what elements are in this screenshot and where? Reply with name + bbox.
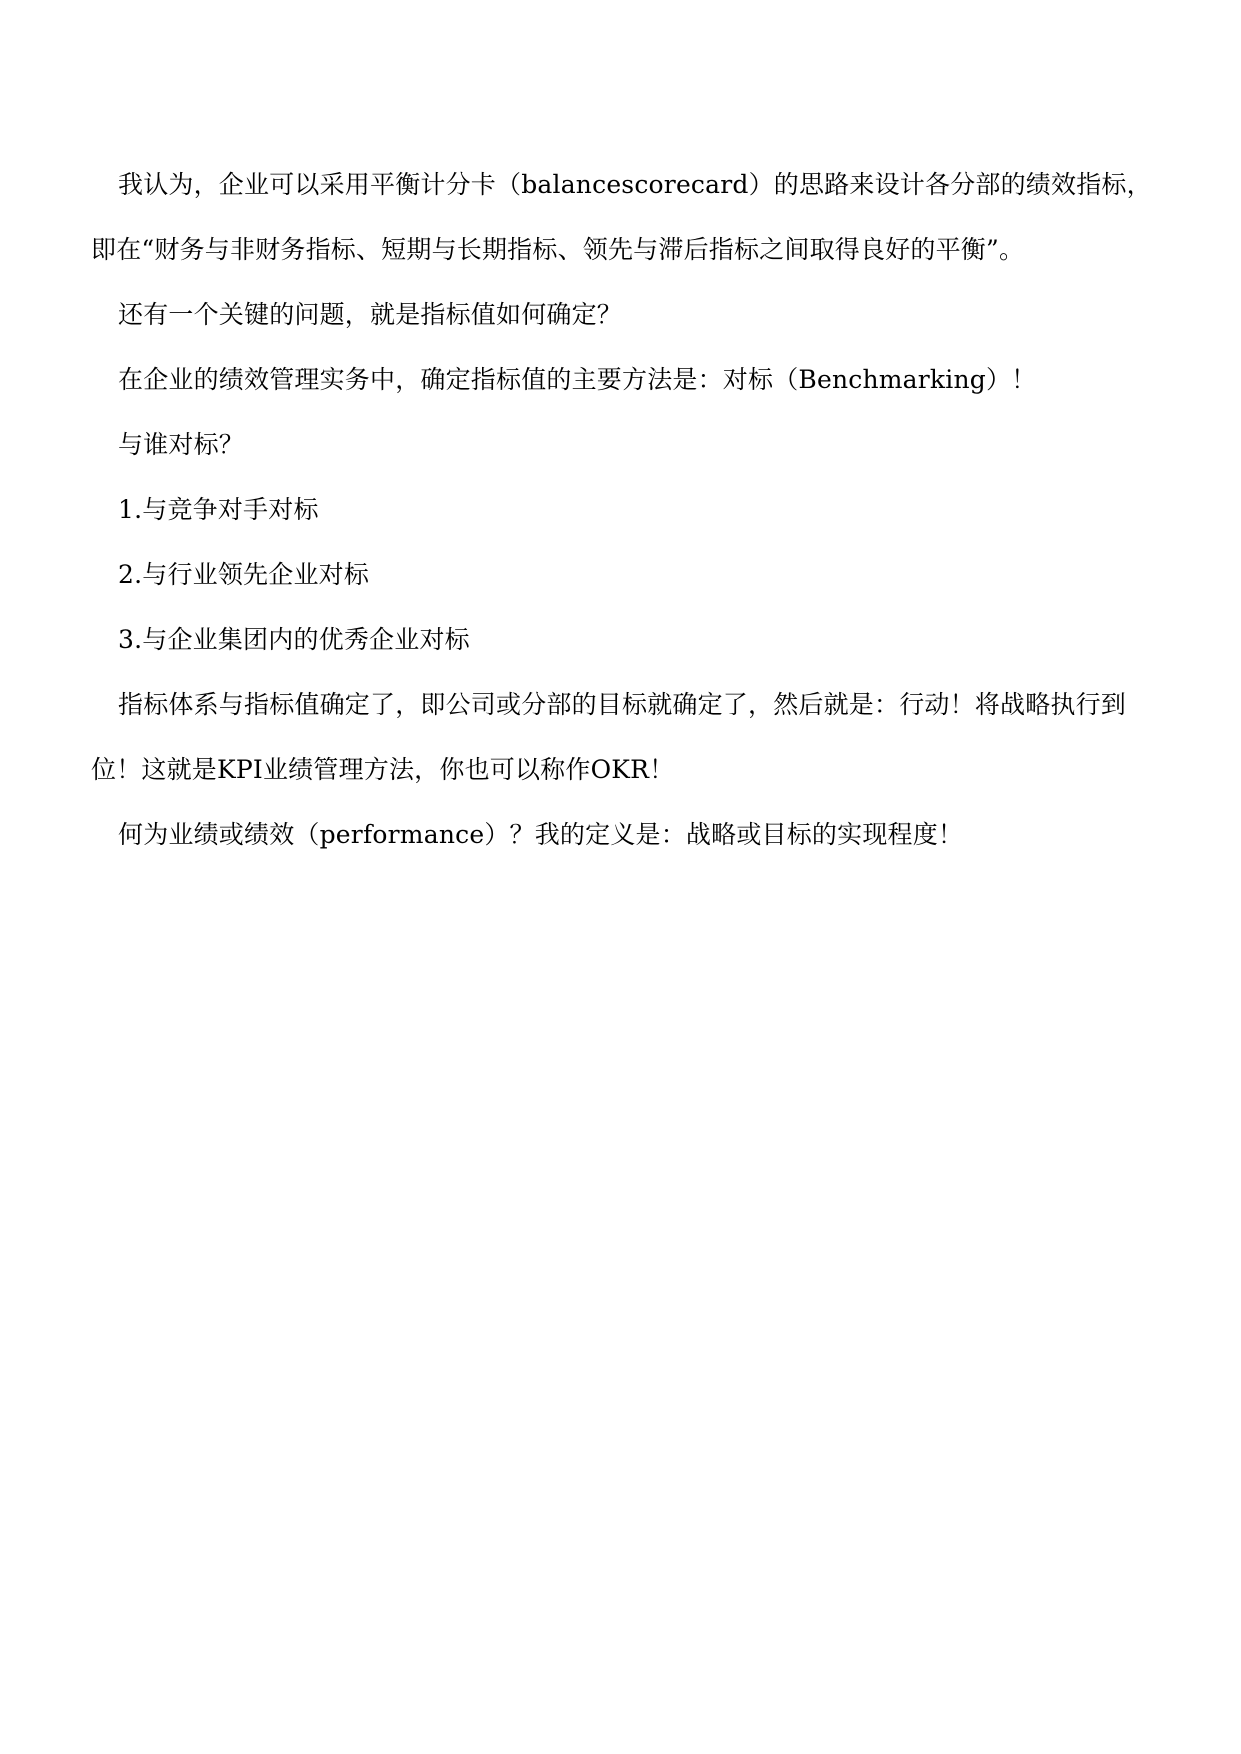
paragraph-kpi-okr: 指标体系与指标值确定了，即公司或分部的目标就确定了，然后就是：行动！将战略执行到位！这就是KPI业绩管理方法，你也可以称作OKR！ [91,690,1127,784]
paragraph-performance-definition: 何为业绩或绩效（performance）？我的定义是：战略或目标的实现程度！ [118,820,964,849]
list-item-competitors: 1.与竞争对手对标 [118,495,319,524]
list-item-industry-leaders: 2.与行业领先企业对标 [118,560,370,589]
paragraph-benchmarking-method: 在企业的绩效管理实务中，确定指标值的主要方法是：对标（Benchmarking）！ [118,365,1037,394]
paragraph-balanced-scorecard: 我认为，企业可以采用平衡计分卡（balancescorecard）的思路来设计各分部的绩效指标，即在“财务与非财务指标、短期与长期指标、领先与滞后指标之间取得良好的平衡”。 [91,170,1152,264]
paragraph-key-question: 还有一个关键的问题，就是指标值如何确定？ [118,300,623,329]
paragraph-benchmark-with-whom: 与谁对标？ [118,430,245,459]
list-item-group-companies: 3.与企业集团内的优秀企业对标 [118,625,470,654]
document-body [91,152,1154,867]
